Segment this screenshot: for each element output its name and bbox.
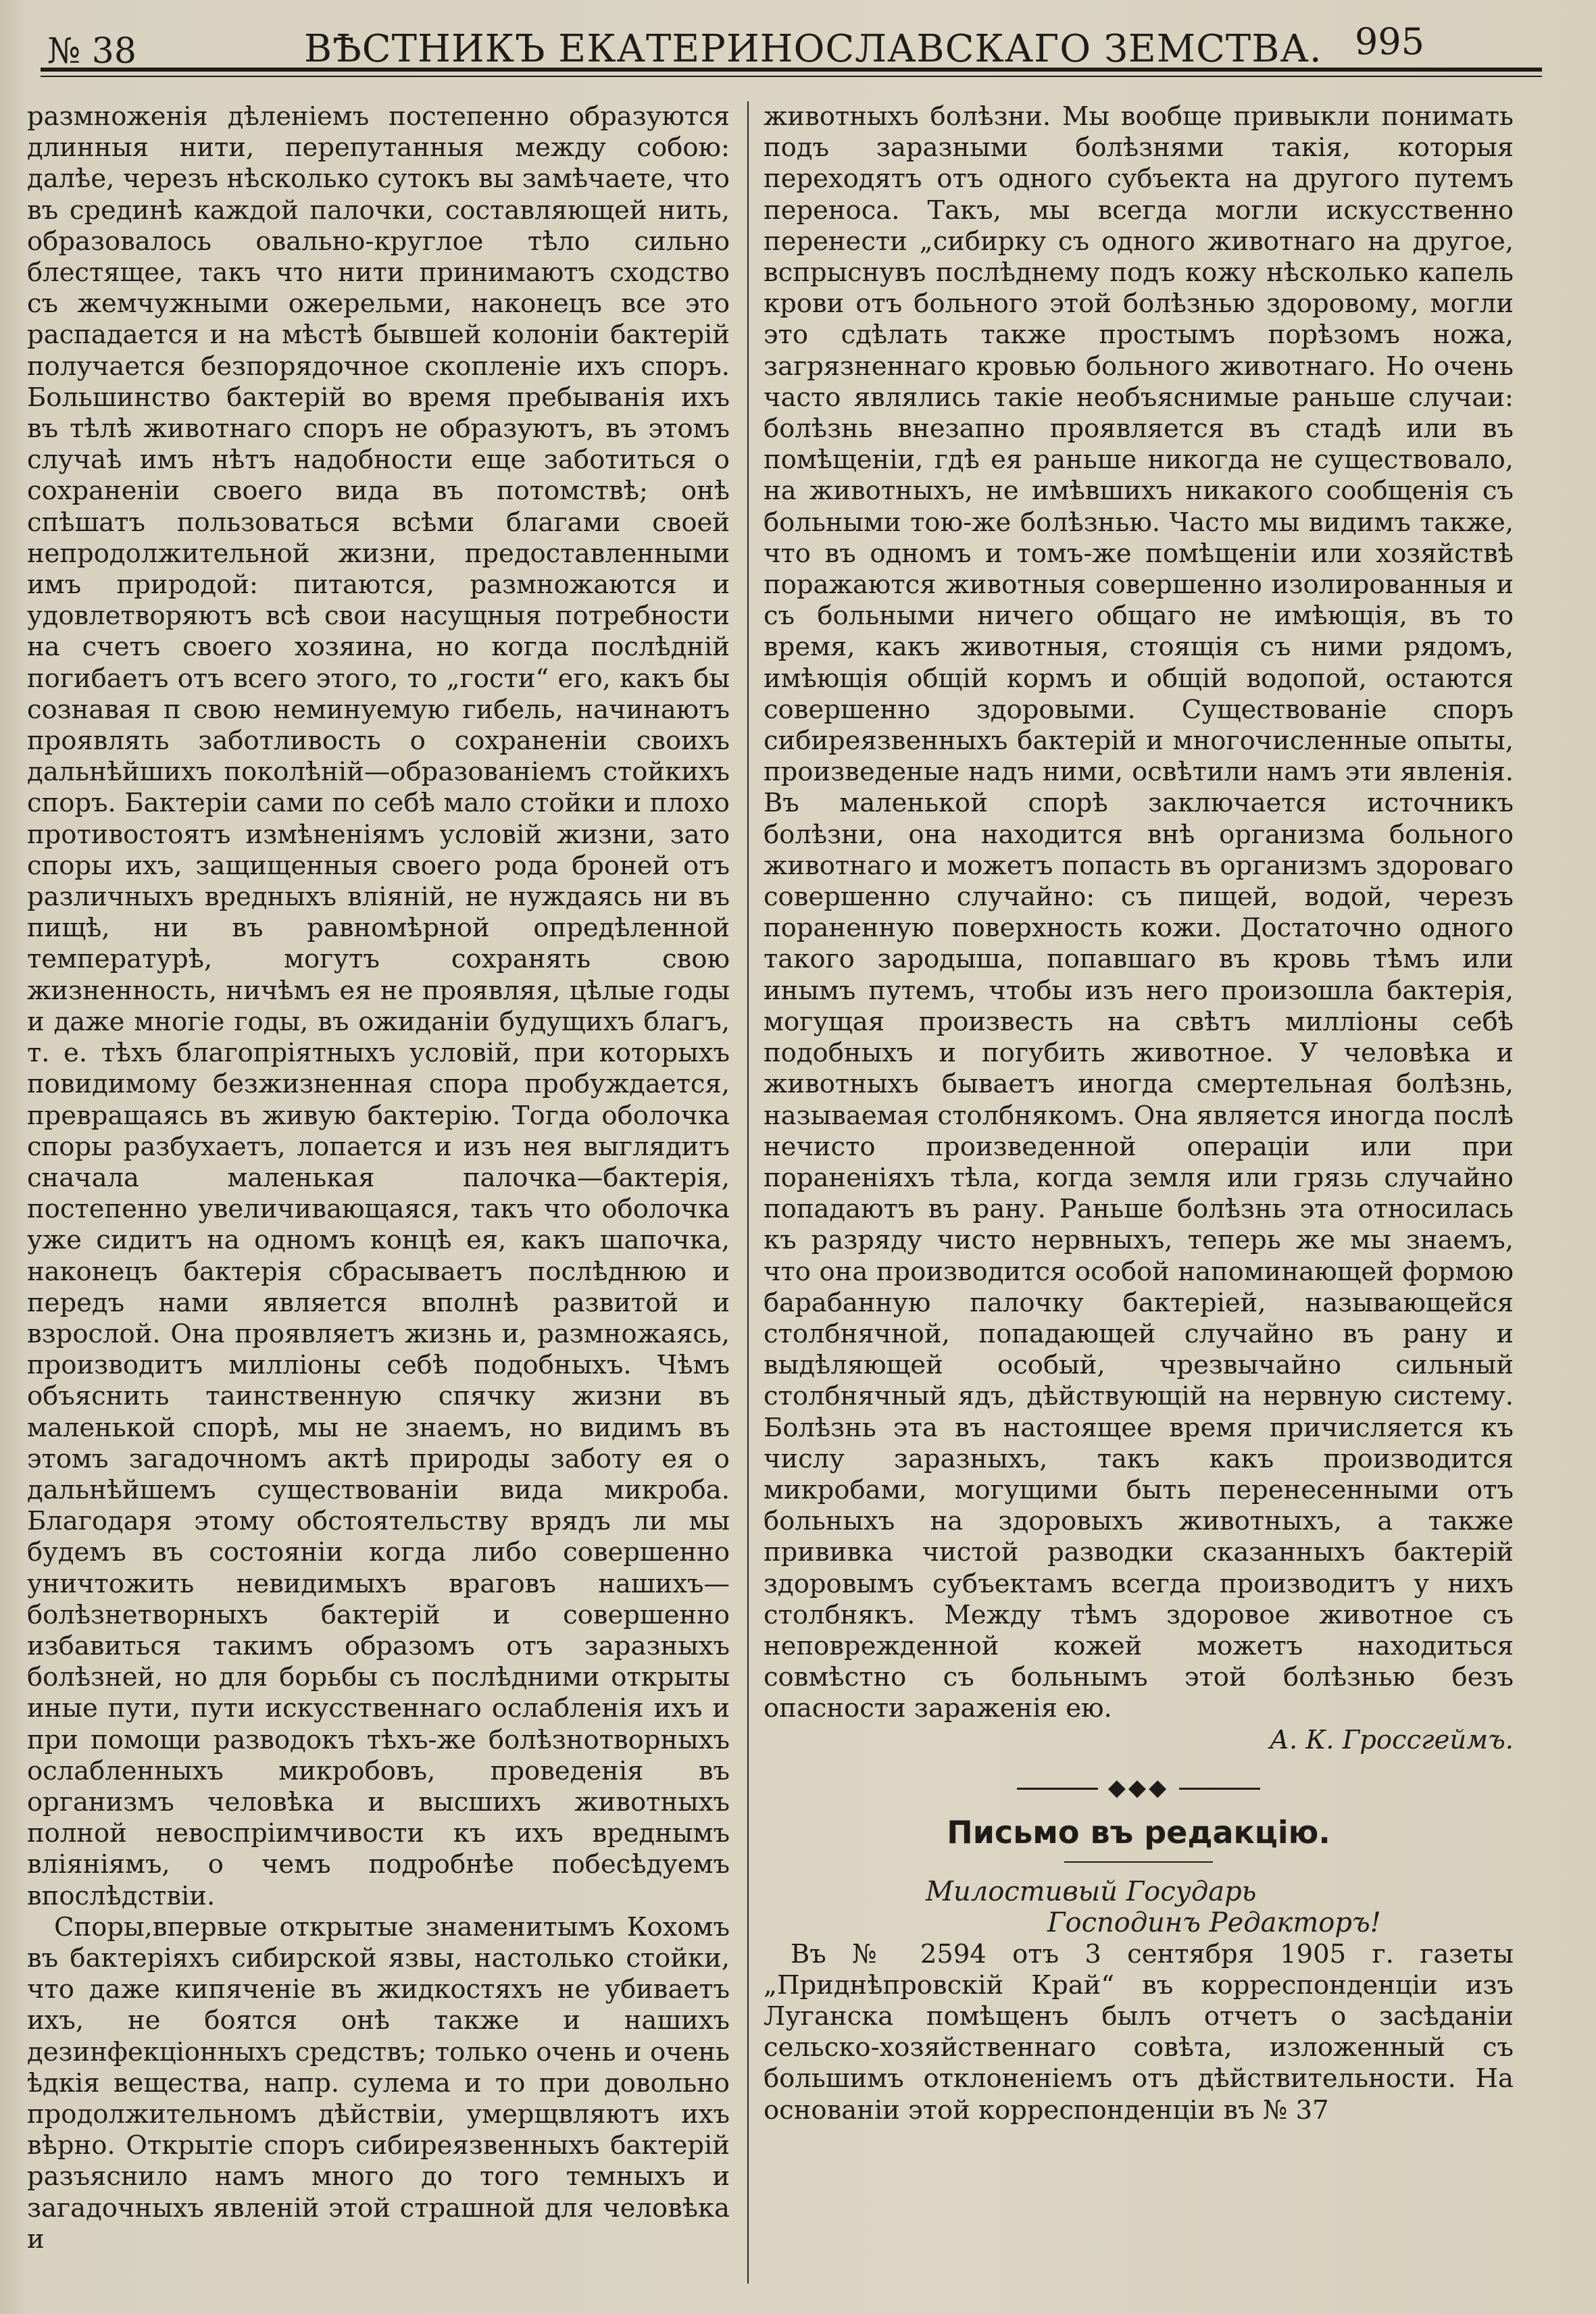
page-number: 995 xyxy=(1355,20,1425,63)
right-paragraph-1: животныхъ болѣзни. Мы вообще привыкли понимать подъ заразными болѣзнями такія, которыя переходятъ отъ одного субъекта на другого путемъ переноса. Такъ, мы всегда могли искусственно перенести „сибирку съ одного животнаго на другое, вспрыснувъ послѣднему подъ кожу нѣсколько капель крови отъ больного этой болѣзнью здоровому, могли это сдѣлать также простымъ порѣзомъ ножа, загрязненнаго кровью больного животнаго. Но очень часто являлись такіе необъяснимые раньше случаи: болѣзнь внезапно проявляется въ стадѣ или въ помѣщеніи, гдѣ ея раньше никогда не существовало, на животныхъ, не имѣвшихъ никакого сообщенія съ больными тою-же болѣзнью. Часто мы видимъ также, что въ одномъ и томъ-же помѣщеніи или хозяйствѣ поражаются животныя совершенно изолированныя и съ больными ничего общаго не имѣющія, въ то время, какъ животныя, стоящія съ ними рядомъ, имѣющія общій кормъ и общій водопой, остаются совершенно здоровыми. Существованіе споръ сибиреязвенныхъ бактерій и многочисленные опыты, произведеные надъ ними, освѣтили намъ эти явленія. Въ маленькой спорѣ заключается источникъ болѣзни, она находится внѣ организма больного животнаго и можетъ попасть въ организмъ здороваго совершенно случайно: съ пищей, водой, черезъ пораненную поверхность кожи. Достаточно одного такого зародыша, попавшаго въ кровь тѣмъ или инымъ путемъ, чтобы изъ него произошла бактерія, могущая произвесть на свѣтъ милліоны себѣ подобныхъ и погубить животное. У человѣка и животныхъ бываетъ иногда смертельная болѣзнь, называемая столбнякомъ. Она является иногда послѣ нечисто произведенной операціи или при пораненіяхъ тѣла, когда земля или грязь случайно попадаютъ въ рану. Раньше болѣзнь эта относилась къ разряду чисто нервныхъ, теперь же мы знаемъ, что она производится особой напоминающей формою барабанную палочку бактеріей, называющейся столбнячной, попадающей случайно въ рану и выдѣляющей особый, чрезвычайно сильный столбнячный ядъ, дѣйствующій на нервную систему. Болѣзнь эта въ настоящее время причисляется къ числу заразныхъ, такъ какъ производится микробами, могущими быть перенесенными отъ больныхъ на здоровыхъ животныхъ, а также прививка чистой разводки сказанныхъ бактерій здоровымъ субъектамъ всегда производитъ у нихъ столбнякъ. Между тѣмъ здоровое животное съ неповрежденной кожей можетъ находиться совмѣстно съ больнымъ этой болѣзнью безъ опасности зараженія ею. xyxy=(764,101,1514,1724)
journal-title: ВѢСТНИКЪ ЕКАТЕРИНОСЛАВСКАГО ЗЕМСТВА. xyxy=(304,27,1322,71)
left-column xyxy=(27,101,730,2255)
salutation-line-2: Господинъ Редакторъ! xyxy=(1047,1907,1381,1939)
letter-title: Письмо въ редакцію. xyxy=(947,1813,1330,1851)
right-column xyxy=(764,101,1514,2126)
left-paragraph-2: Споры,впервые открытые знаменитымъ Кохомъ въ бактеріяхъ сибирской язвы, настолько стойки, что даже кипяченіе въ жидкостяхъ не убиваетъ ихъ, не боятся онѣ также и нашихъ дезинфекціонныхъ средствъ; только очень и очень ѣдкія вещества, напр. сулема и то при довольно продолжительномъ дѣйствіи, умерщвляютъ ихъ вѣрно. Открытіе споръ сибиреязвенныхъ бактерій разъяснило намъ много до того темныхъ и загадочныхъ явленій этой страшной для человѣка и xyxy=(27,1911,730,2255)
header-rule-thin xyxy=(41,76,1542,77)
issue-number: № 38 xyxy=(47,31,136,72)
salutation-line-1: Милостивый Государь xyxy=(926,1876,1257,1908)
letter-body: Въ № 2594 отъ 3 сентября 1905 г. газеты „Приднѣпровскій Край“ въ корреспонденціи изъ Луганска помѣщенъ былъ отчетъ о засѣданіи сельско-хозяйственнаго совѣта, изложенный съ большимъ отклоненіемъ отъ дѣйствительности. На основаніи этой корреспонденціи въ № 37 xyxy=(764,1938,1514,2126)
title-rule xyxy=(1064,1861,1213,1863)
header-rule-thick xyxy=(41,68,1542,72)
column-divider xyxy=(747,101,749,2284)
article-author: А. К. Гроссгеймъ. xyxy=(1269,1724,1514,1755)
left-paragraph-1: размноженія дѣленіемъ постепенно образуются длинныя нити, перепутанныя между собою: далѣе, черезъ нѣсколько сутокъ вы замѣчаете, что въ срединѣ каждой палочки, составляющей нить, образовалось овально-круглое тѣло сильно блестящее, такъ что нити принимаютъ сходство съ жемчужными ожерельми, наконецъ все это распадается и на мѣстѣ бывшей колоніи бактерій получается безпорядочное скопленіе ихъ споръ. Большинство бактерій во время пребыванія ихъ въ тѣлѣ животнаго споръ не образуютъ, въ этомъ случаѣ имъ нѣтъ надобности еще заботиться о сохраненіи своего вида въ потомствѣ; онѣ спѣшатъ пользоваться всѣми благами своей непродолжительной жизни, предоставленными имъ природой: питаются, размножаются и удовлетворяютъ всѣ свои насущныя потребности на счетъ своего хозяина, но когда послѣдній погибаетъ отъ всего этого, то „гости“ его, какъ бы сознавая п свою неминуемую гибель, начинаютъ проявлять заботливость о сохраненіи своихъ дальнѣйшихъ поколѣній—образованіемъ стойкихъ споръ. Бактеріи сами по себѣ мало стойки и плохо противостоятъ измѣненіямъ условій жизни, зато споры ихъ, защищенныя своего рода броней отъ различныхъ вредныхъ вліяній, не нуждаясь ни въ пищѣ, ни въ равномѣрной опредѣленной температурѣ, могутъ сохранять свою жизненность, ничѣмъ ея не проявляя, цѣлые годы и даже многіе годы, въ ожиданіи будущихъ благъ, т. е. тѣхъ благопріятныхъ условій, при которыхъ повидимому безжизненная спора пробуждается, превращаясь въ живую бактерію. Тогда оболочка споры разбухаетъ, лопается и изъ нея выглядитъ сначала маленькая палочка—бактерія, постепенно увеличивающаяся, такъ что оболочка уже сидитъ на одномъ концѣ ея, какъ шапочка, наконецъ бактерія сбрасываетъ послѣднюю и передъ нами является вполнѣ развитой и взрослой. Она проявляетъ жизнь и, размножаясь, производитъ милліоны себѣ подобныхъ. Чѣмъ объяснить таинственную спячку жизни въ маленькой спорѣ, мы не знаемъ, но видимъ въ этомъ загадочномъ актѣ природы заботу ея о дальнѣйшемъ существованіи вида микроба. Благодаря этому обстоятельству врядъ ли мы будемъ въ состояніи когда либо совершенно уничтожить невидимыхъ враговъ нашихъ—болѣзнетворныхъ бактерій и совершенно избавиться такимъ образомъ отъ заразныхъ болѣзней, но для борьбы съ послѣдними открыты иные пути, пути искусственнаго ослабленія ихъ и при помощи разводокъ тѣхъ-же болѣзнотворныхъ ослабленныхъ микробовъ, проведенія въ организмъ человѣка и высшихъ животныхъ полной невоспріимчивости къ ихъ вреднымъ вліяніямъ, о чемъ подробнѣе побесѣдуемъ впослѣдствіи. xyxy=(27,101,730,1911)
section-ornament: ◆◆◆ xyxy=(764,1772,1514,1803)
